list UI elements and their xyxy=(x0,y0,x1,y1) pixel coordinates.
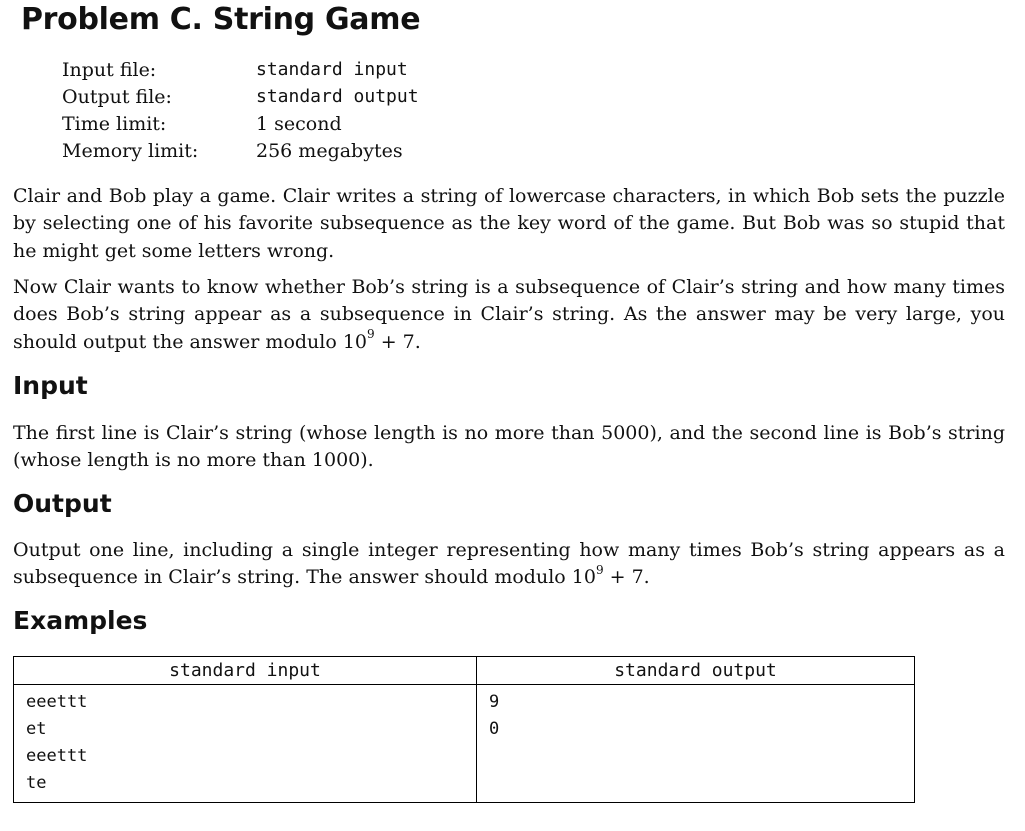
output-text: Output one line, including a single integer representing how many times Bob’s string appears as a subsequence in Clair’s string. The answer should modulo 10 xyxy=(13,539,1005,589)
example-output-cell xyxy=(477,685,915,803)
output-line: 9 xyxy=(489,692,500,712)
output-heading: Output xyxy=(13,489,112,518)
input-line: et xyxy=(26,719,47,739)
example-output-header: standard output xyxy=(477,657,915,685)
example-input-header: standard input xyxy=(14,657,477,685)
output-modulo-exponent: 9 xyxy=(595,562,604,577)
problem-title: Problem C. String Game xyxy=(21,2,421,37)
limit-label: Output file: xyxy=(62,85,172,108)
statement-paragraph-1: Clair and Bob play a game. Clair writes a string of lowercase characters, in which Bob sets the puzzle by selecting one of his favorite subsequence as the key word of the game. But Bob was so stupid that he might get some letters wrong. xyxy=(13,185,1005,262)
limit-row-time xyxy=(62,110,419,137)
limit-value: 256 megabytes xyxy=(256,139,403,162)
limit-row-input-file xyxy=(62,56,419,83)
limit-label: Time limit: xyxy=(62,112,167,135)
limit-value: 1 second xyxy=(256,112,342,135)
limit-label: Input file: xyxy=(62,58,157,81)
examples-heading: Examples xyxy=(13,606,148,635)
example-input-cell xyxy=(14,685,477,803)
output-description xyxy=(13,537,1005,592)
input-line: te xyxy=(26,773,47,793)
limit-row-output-file xyxy=(62,83,419,110)
input-heading: Input xyxy=(13,371,88,400)
output-line: 0 xyxy=(489,719,500,739)
input-line: eeettt xyxy=(26,692,88,712)
input-description: The first line is Clair’s string (whose length is no more than 5000), and the second line is Bob’s string (whose length is no more than 1000). xyxy=(13,422,1005,472)
limit-row-memory xyxy=(62,137,419,164)
statement-paragraph-2 xyxy=(13,274,1005,356)
statement-p2-tail: + 7. xyxy=(374,330,421,353)
limit-value: standard output xyxy=(256,86,419,107)
limits-table xyxy=(62,56,419,164)
limit-value: standard input xyxy=(256,59,408,80)
modulo-exponent: 9 xyxy=(367,327,375,342)
statement-p2-text: Now Clair wants to know whether Bob’s string is a subsequence of Clair’s string and how many times does Bob’s string appear as a subsequence in Clair’s string. As the answer may be very large, you should output the answer modulo 10 xyxy=(13,276,1005,353)
limit-label: Memory limit: xyxy=(62,139,199,162)
output-tail: + 7. xyxy=(603,566,650,589)
examples-table xyxy=(13,656,915,803)
input-line: eeettt xyxy=(26,746,88,766)
